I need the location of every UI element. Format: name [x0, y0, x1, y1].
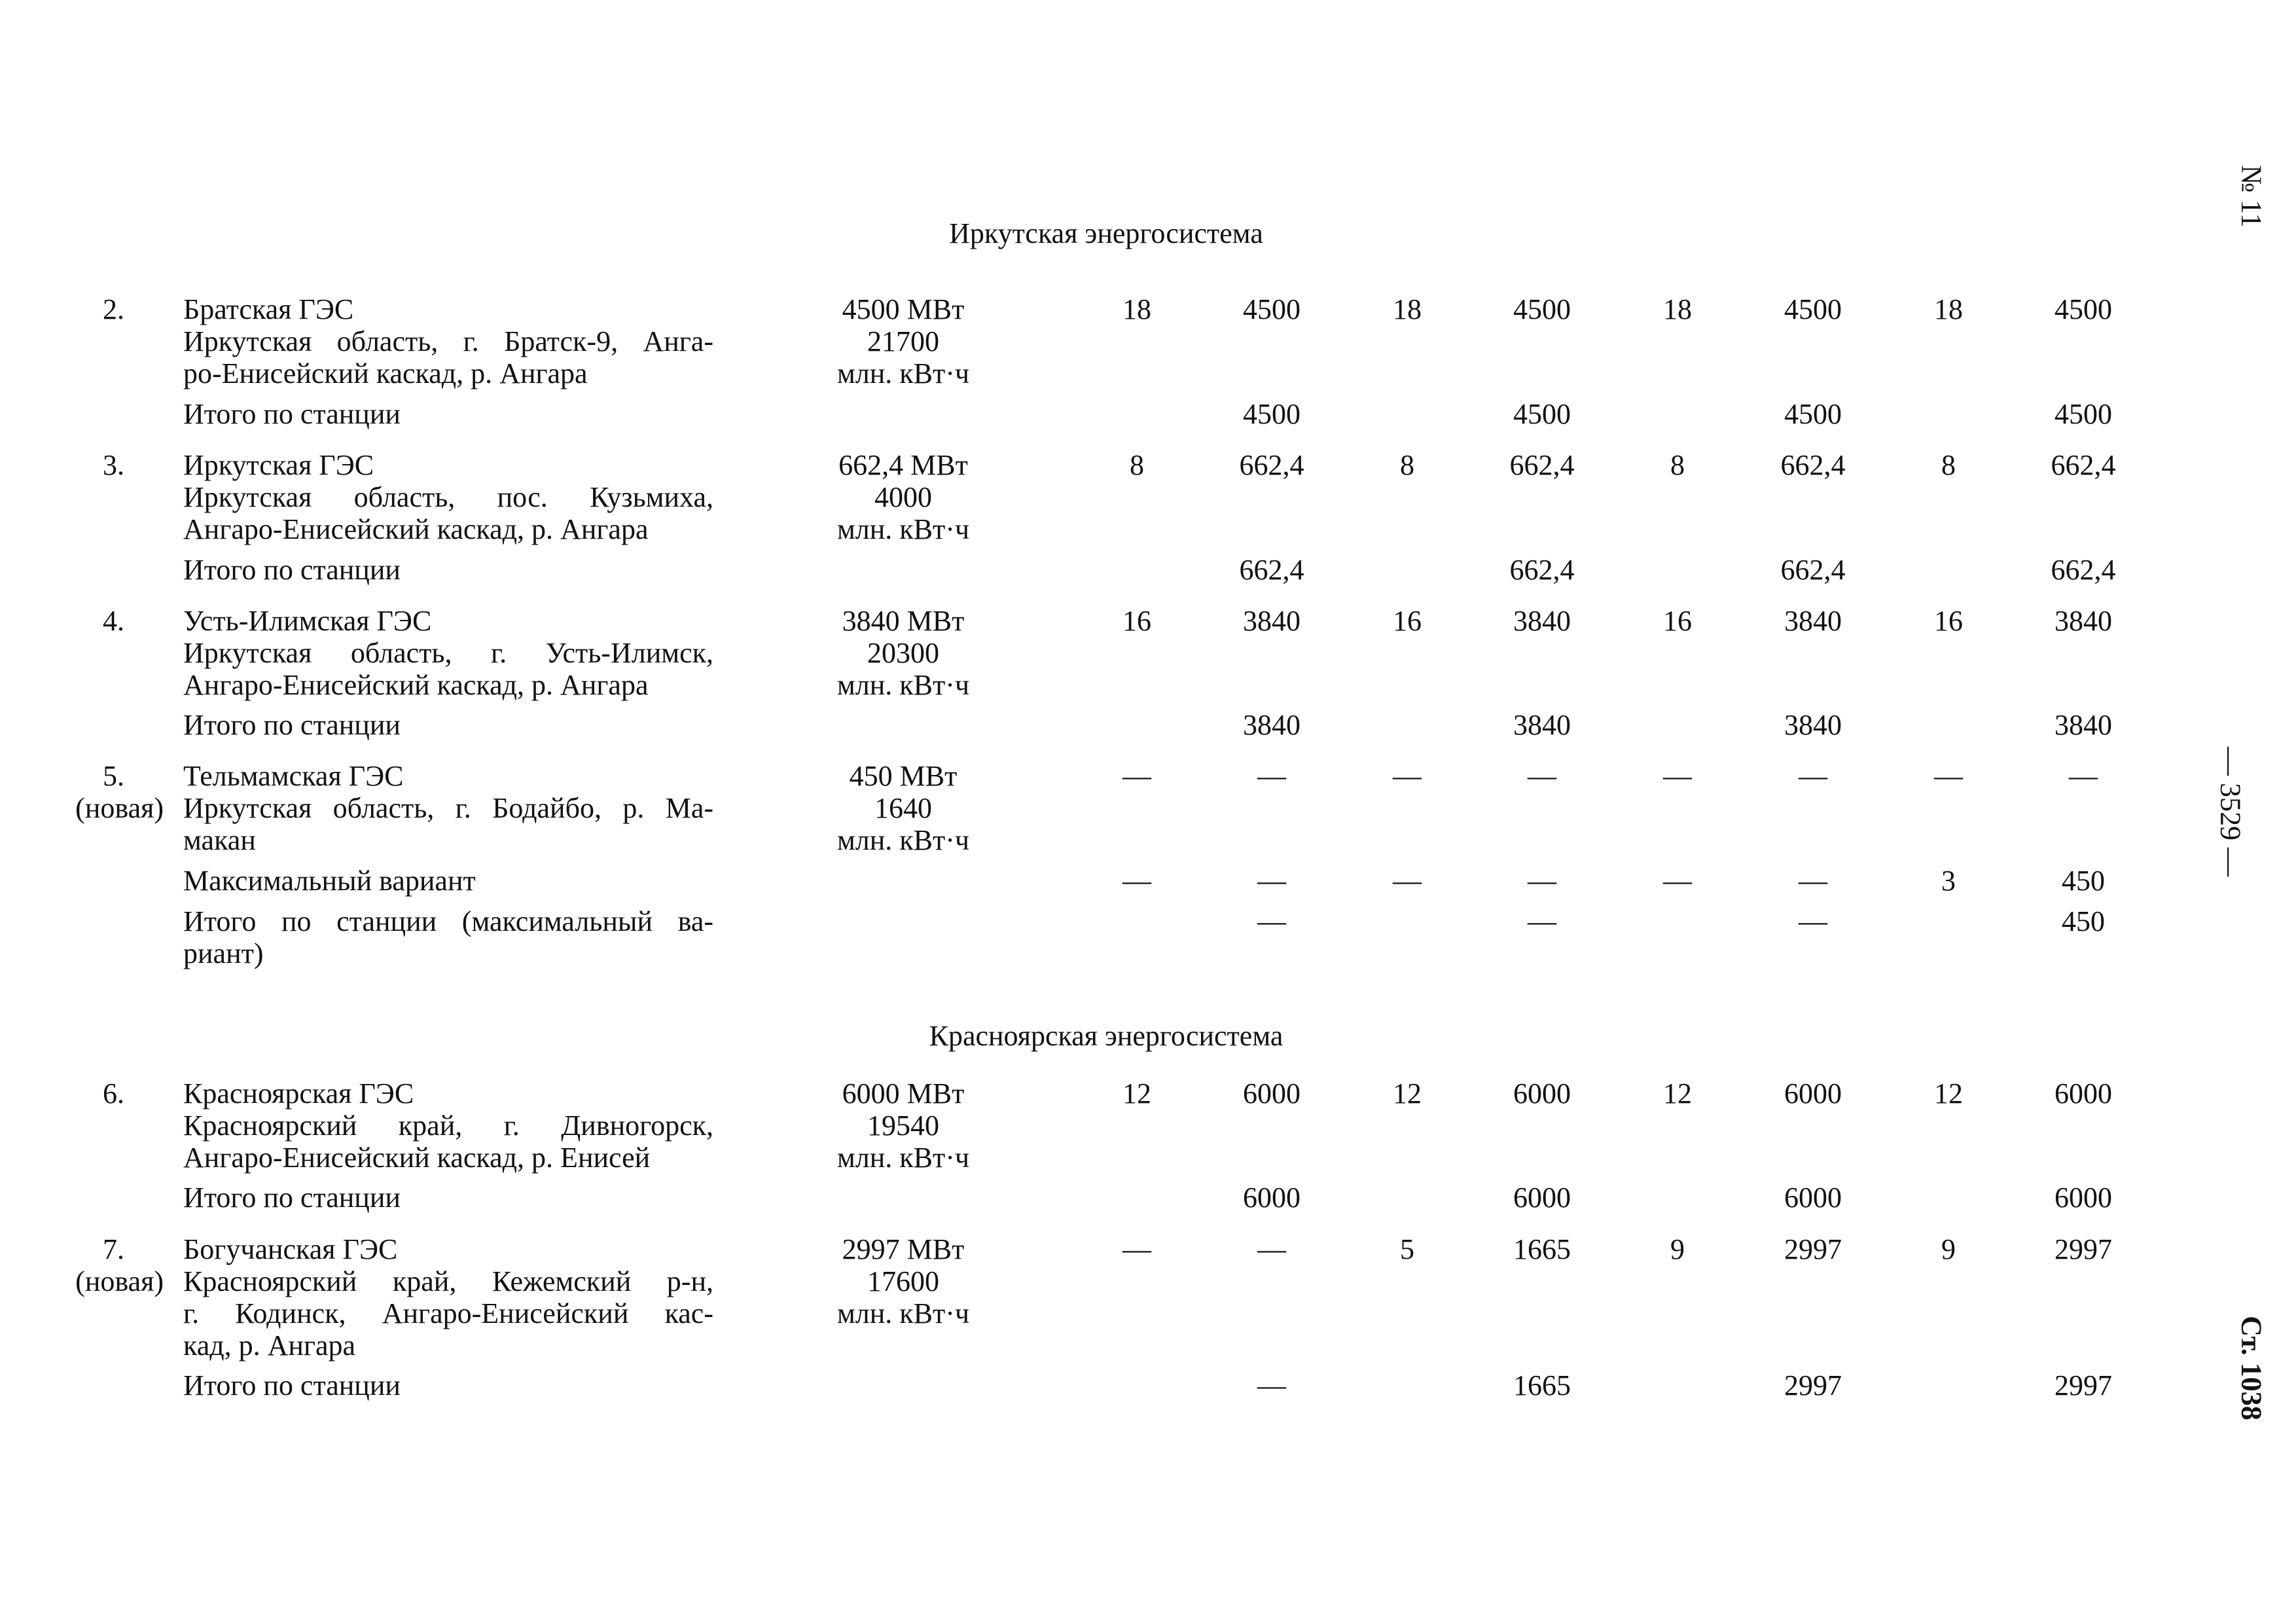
value-cell: 662,4 [1509, 449, 1575, 481]
subtotal-value-cell: 3840 [1243, 709, 1300, 741]
value-cell: 6000 [1784, 1077, 1842, 1110]
subtotal-value-cell: 4500 [2054, 398, 2112, 430]
station-location-line: Иркутская область, пос. Кузьмиха, [183, 481, 713, 513]
station-capacity-line: 662,4 МВт [838, 449, 968, 481]
station-capacity-line: 20300 [867, 637, 939, 669]
value-cell: 8 [1941, 449, 1956, 481]
value-cell: 18 [1122, 293, 1151, 325]
station-number: 4. [103, 605, 124, 637]
value-cell: 12 [1122, 1077, 1151, 1110]
station-name: Красноярская ГЭС [183, 1077, 414, 1110]
value-cell: 9 [1670, 1233, 1685, 1265]
page-number: — 3529 — [2214, 747, 2247, 876]
value-cell: 9 [1941, 1233, 1956, 1265]
value-cell: 12 [1393, 1077, 1422, 1110]
value-cell: — [1528, 760, 1556, 792]
subtotal-value-cell: 6000 [1784, 1182, 1842, 1214]
station-location-line: макан [183, 824, 256, 856]
station-location-line: Ангаро-Енисейский каскад, р. Ангара [183, 669, 649, 701]
value-cell: 12 [1934, 1077, 1963, 1110]
subtotal-value-cell: 3 [1941, 865, 1956, 897]
station-location-line: г. Кодинск, Ангаро-Енисейский кас- [183, 1297, 713, 1329]
subtotal-value-cell: — [1257, 905, 1286, 937]
value-cell: 662,4 [1780, 449, 1846, 481]
subtotal-value-cell: 1665 [1513, 1369, 1571, 1401]
station-number: 6. [103, 1077, 124, 1110]
value-cell: 12 [1663, 1077, 1692, 1110]
value-cell: 6000 [1513, 1077, 1571, 1110]
subtotal-value-cell: 662,4 [1509, 554, 1575, 586]
value-cell: 3840 [1243, 605, 1300, 637]
station-capacity-line: 21700 [867, 325, 939, 357]
subtotal-value-cell: — [1799, 905, 1827, 937]
value-cell: — [2069, 760, 2098, 792]
station-capacity-line: 4500 МВт [842, 293, 965, 325]
subtotal-value-cell: 6000 [1243, 1182, 1300, 1214]
station-location-line: Красноярский край, г. Дивногорск, [183, 1110, 713, 1142]
subtotal-label: Итого по станции (максимальный ва- [183, 905, 713, 937]
subtotal-value-cell: — [1257, 1369, 1286, 1401]
issue-number: № 11 [2235, 165, 2268, 228]
station-capacity-line: млн. кВт·ч [836, 1297, 970, 1329]
value-cell: 16 [1663, 605, 1692, 637]
value-cell: — [1122, 760, 1151, 792]
subtotal-value-cell: 3840 [2054, 709, 2112, 741]
station-capacity-line: млн. кВт·ч [836, 824, 970, 856]
value-cell: 6000 [1243, 1077, 1300, 1110]
value-cell: — [1799, 760, 1827, 792]
station-capacity-line: млн. кВт·ч [836, 669, 970, 701]
value-cell: 662,4 [1239, 449, 1304, 481]
station-name: Братская ГЭС [183, 293, 354, 325]
subtotal-value-cell: 662,4 [1780, 554, 1846, 586]
station-capacity-line: млн. кВт·ч [836, 513, 970, 545]
station-location-line: Иркутская область, г. Бодайбо, р. Ма- [183, 792, 713, 824]
subtotal-value-cell: — [1528, 865, 1556, 897]
station-location-line: Иркутская область, г. Усть-Илимск, [183, 637, 713, 669]
value-cell: 18 [1663, 293, 1692, 325]
value-cell: — [1257, 760, 1286, 792]
subtotal-value-cell: 450 [2062, 905, 2105, 937]
station-name: Тельмамская ГЭС [183, 760, 404, 792]
value-cell: 4500 [2054, 293, 2112, 325]
value-cell: 16 [1934, 605, 1963, 637]
value-cell: 8 [1400, 449, 1414, 481]
subtotal-label: Итого по станции [183, 1182, 401, 1214]
value-cell: 18 [1934, 293, 1963, 325]
value-cell: — [1257, 1233, 1286, 1265]
subtotal-value-cell: 662,4 [2051, 554, 2116, 586]
subtotal-value-cell: — [1799, 865, 1827, 897]
value-cell: 16 [1393, 605, 1422, 637]
station-location-line: Ангаро-Енисейский каскад, р. Ангара [183, 513, 649, 545]
station-location-line: Иркутская область, г. Братск-9, Анга- [183, 325, 713, 357]
station-capacity-line: млн. кВт·ч [836, 357, 970, 389]
station-capacity-line: млн. кВт·ч [836, 1142, 970, 1174]
subtotal-value-cell: — [1393, 865, 1422, 897]
subtotal-value-cell: — [1257, 865, 1286, 897]
value-cell: 2997 [1784, 1233, 1842, 1265]
station-capacity-line: 1640 [874, 792, 932, 824]
value-cell: 18 [1393, 293, 1422, 325]
station-name: Усть-Илимская ГЭС [183, 605, 432, 637]
subtotal-value-cell: 2997 [1784, 1369, 1842, 1401]
subtotal-value-cell: 6000 [1513, 1182, 1571, 1214]
subtotal-label: Итого по станции [183, 1369, 401, 1401]
value-cell: 16 [1122, 605, 1151, 637]
section-title-irkutsk: Иркутская энергосистема [949, 217, 1263, 249]
value-cell: 6000 [2054, 1077, 2112, 1110]
station-new-mark: (новая) [75, 1265, 164, 1297]
value-cell: — [1122, 1233, 1151, 1265]
subtotal-label: Итого по станции [183, 398, 401, 430]
value-cell: — [1393, 760, 1422, 792]
section-title-krasnoyarsk: Красноярская энергосистема [929, 1020, 1283, 1052]
station-capacity-line: 2997 МВт [842, 1233, 965, 1265]
value-cell: 5 [1400, 1233, 1414, 1265]
subtotal-value-cell: 6000 [2054, 1182, 2112, 1214]
station-number: 2. [103, 293, 124, 325]
value-cell: 4500 [1243, 293, 1300, 325]
subtotal-value-cell: 4500 [1243, 398, 1300, 430]
subtotal-label: Максимальный вариант [183, 865, 476, 897]
station-capacity-line: 6000 МВт [842, 1077, 965, 1110]
station-number: 7. [103, 1233, 124, 1265]
value-cell: — [1934, 760, 1963, 792]
subtotal-value-cell: — [1528, 905, 1556, 937]
station-name: Богучанская ГЭС [183, 1233, 398, 1265]
station-capacity-line: 17600 [867, 1265, 939, 1297]
value-cell: 662,4 [2051, 449, 2116, 481]
station-location-line: кад, р. Ангара [183, 1329, 356, 1362]
station-capacity-line: 3840 МВт [842, 605, 965, 637]
value-cell: 4500 [1513, 293, 1571, 325]
value-cell: 3840 [1784, 605, 1842, 637]
station-capacity-line: 19540 [867, 1110, 939, 1142]
station-location-line: Красноярский край, Кежемский р-н, [183, 1265, 713, 1297]
subtotal-value-cell: 3840 [1513, 709, 1571, 741]
subtotal-label: риант) [183, 937, 264, 969]
value-cell: 1665 [1513, 1233, 1571, 1265]
subtotal-label: Итого по станции [183, 709, 401, 741]
station-new-mark: (новая) [75, 792, 164, 824]
value-cell: 8 [1130, 449, 1144, 481]
subtotal-value-cell: 4500 [1513, 398, 1571, 430]
station-number: 5. [103, 760, 124, 792]
subtotal-value-cell: 4500 [1784, 398, 1842, 430]
subtotal-value-cell: 3840 [1784, 709, 1842, 741]
value-cell: 4500 [1784, 293, 1842, 325]
subtotal-value-cell: 450 [2062, 865, 2105, 897]
value-cell: 2997 [2054, 1233, 2112, 1265]
subtotal-value-cell: — [1663, 865, 1692, 897]
value-cell: 8 [1670, 449, 1685, 481]
article-number: Ст. 1038 [2235, 1316, 2268, 1420]
station-capacity-line: 4000 [874, 481, 932, 513]
subtotal-value-cell: 662,4 [1239, 554, 1304, 586]
value-cell: 3840 [1513, 605, 1571, 637]
subtotal-value-cell: 2997 [2054, 1369, 2112, 1401]
station-name: Иркутская ГЭС [183, 449, 374, 481]
subtotal-label: Итого по станции [183, 554, 401, 586]
value-cell: — [1663, 760, 1692, 792]
station-capacity-line: 450 МВт [849, 760, 958, 792]
subtotal-value-cell: — [1122, 865, 1151, 897]
station-number: 3. [103, 449, 124, 481]
station-location-line: ро-Енисейский каскад, р. Ангара [183, 357, 588, 389]
station-location-line: Ангаро-Енисейский каскад, р. Енисей [183, 1142, 651, 1174]
value-cell: 3840 [2054, 605, 2112, 637]
